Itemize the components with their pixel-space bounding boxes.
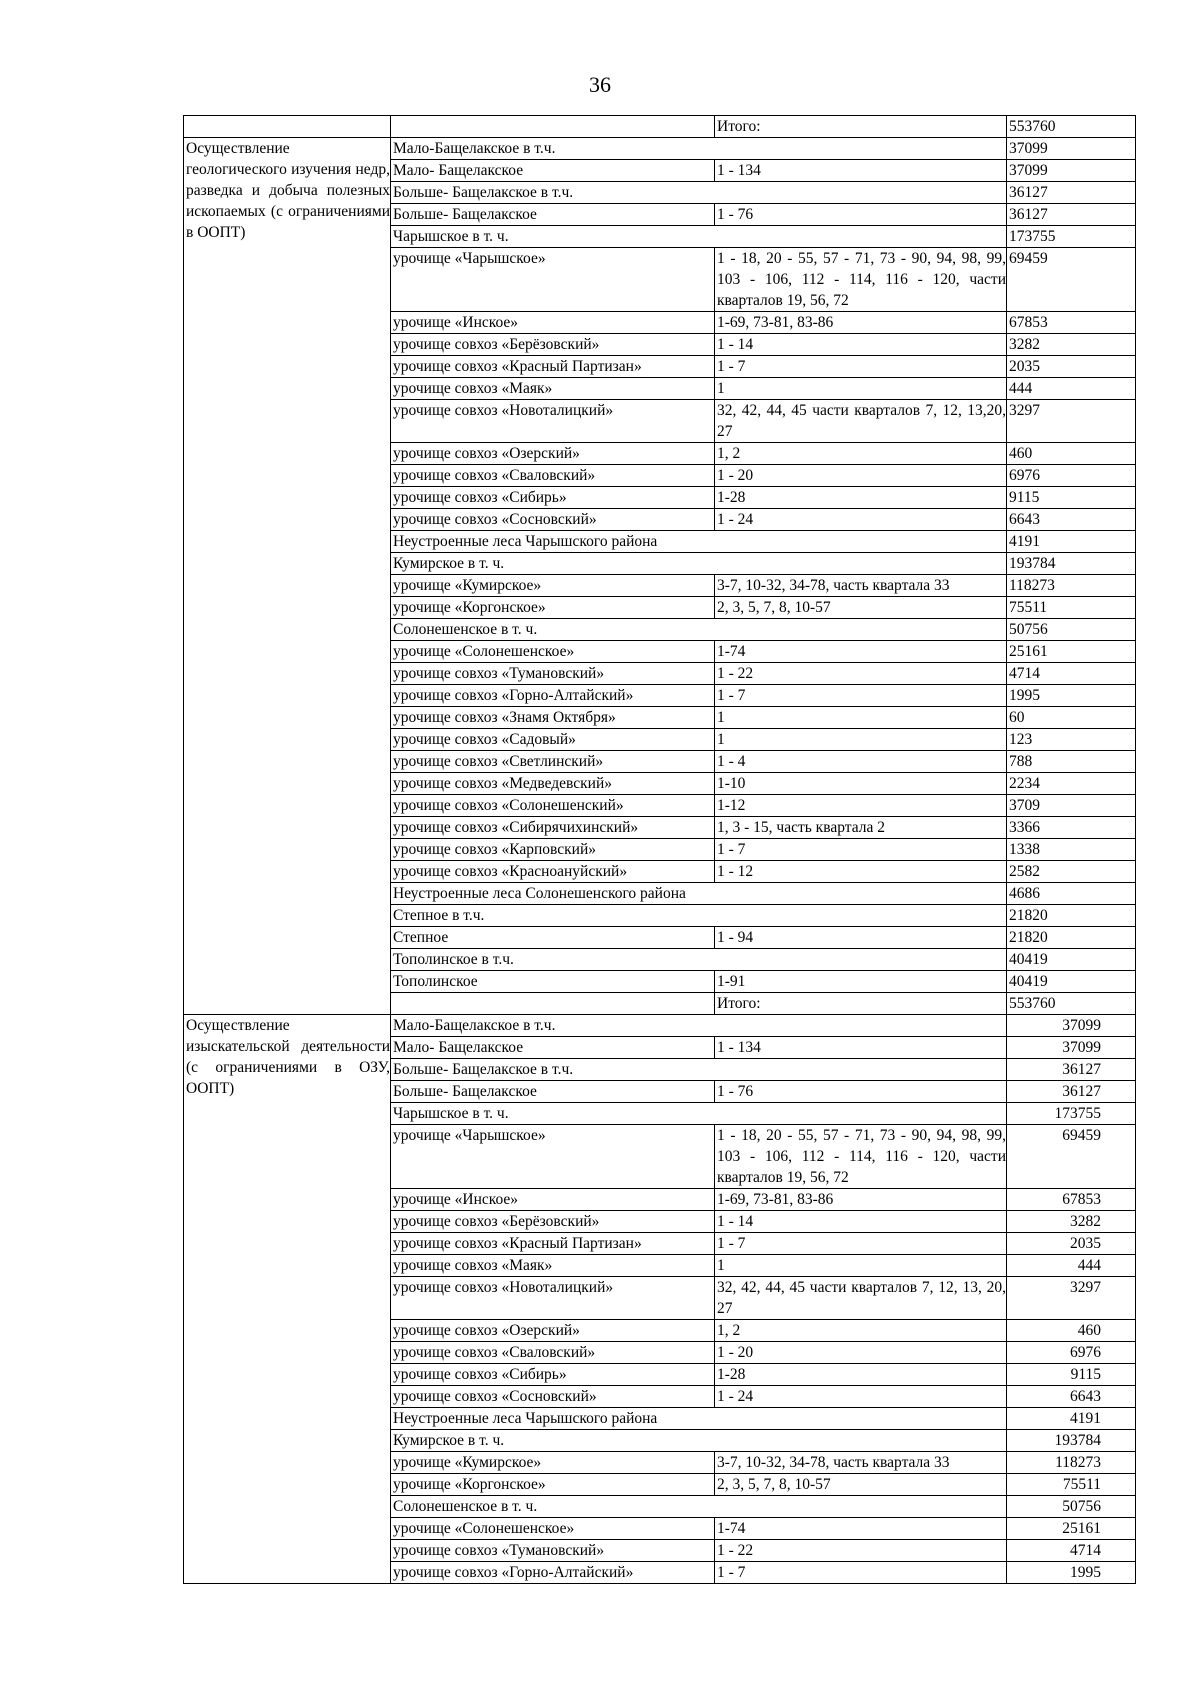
object-name-cell: урочище совхоз «Красный Партизан» <box>391 1233 715 1255</box>
area-cell: 1995 <box>1007 1562 1136 1584</box>
area-cell: 9115 <box>1007 487 1136 509</box>
quarters-cell: 1 <box>715 707 1007 729</box>
activity-cell: Осуществление геологического изучения недр, разведка и добыча полезных ископаемых (с ограничениями в ООПТ) <box>184 138 391 1015</box>
area-cell: 40419 <box>1007 949 1136 971</box>
quarters-cell: 1-74 <box>715 1518 1007 1540</box>
area-cell: 37099 <box>1007 160 1136 182</box>
area-cell: 2035 <box>1007 356 1136 378</box>
quarters-cell: 3-7, 10-32, 34-78, часть квартала 33 <box>715 1452 1007 1474</box>
object-name-cell: Чарышское в т. ч. <box>391 226 1007 248</box>
quarters-cell: 1 - 20 <box>715 1342 1007 1364</box>
quarters-cell: 1-69, 73-81, 83-86 <box>715 1189 1007 1211</box>
area-cell: 75511 <box>1007 597 1136 619</box>
object-name-cell: Неустроенные леса Солонешенского района <box>391 883 1007 905</box>
object-name-cell: урочище совхоз «Горно-Алтайский» <box>391 685 715 707</box>
quarters-cell: 1-74 <box>715 641 1007 663</box>
quarters-cell: 1 - 76 <box>715 1081 1007 1103</box>
object-name-cell: урочище «Инское» <box>391 1189 715 1211</box>
area-cell: 788 <box>1007 751 1136 773</box>
area-cell: 460 <box>1007 443 1136 465</box>
area-cell: 193784 <box>1007 553 1136 575</box>
quarters-cell: 32, 42, 44, 45 части кварталов 7, 12, 13, 20, 27 <box>715 1277 1007 1320</box>
quarters-cell: 1-28 <box>715 1364 1007 1386</box>
object-name-cell: урочище совхоз «Сосновский» <box>391 1386 715 1408</box>
quarters-cell: 1 <box>715 378 1007 400</box>
object-name-cell: урочище совхоз «Новоталицкий» <box>391 400 715 443</box>
area-cell: 50756 <box>1007 1496 1136 1518</box>
area-cell: 193784 <box>1007 1430 1136 1452</box>
area-cell: 36127 <box>1007 1059 1136 1081</box>
area-cell: 60 <box>1007 707 1136 729</box>
page-number: 36 <box>589 72 611 97</box>
object-name-cell: урочище совхоз «Сваловский» <box>391 465 715 487</box>
area-cell: 6976 <box>1007 465 1136 487</box>
quarters-cell: 1 - 24 <box>715 509 1007 531</box>
area-cell: 118273 <box>1007 1452 1136 1474</box>
object-name-cell: урочище совхоз «Знамя Октября» <box>391 707 715 729</box>
area-cell: 37099 <box>1007 1015 1136 1037</box>
quarters-cell: 1 - 134 <box>715 1037 1007 1059</box>
area-cell: 3297 <box>1007 1277 1136 1320</box>
quarters-cell: 1 - 7 <box>715 839 1007 861</box>
object-name-cell: Кумирское в т. ч. <box>391 553 1007 575</box>
quarters-cell: 1 - 76 <box>715 204 1007 226</box>
quarters-cell: 1 - 14 <box>715 1211 1007 1233</box>
area-cell: 36127 <box>1007 204 1136 226</box>
area-cell: 50756 <box>1007 619 1136 641</box>
quarters-cell: 1 - 134 <box>715 160 1007 182</box>
quarters-cell: 1-28 <box>715 487 1007 509</box>
area-cell: 2582 <box>1007 861 1136 883</box>
object-name-cell: урочище совхоз «Красный Партизан» <box>391 356 715 378</box>
object-name-cell: урочище совхоз «Новоталицкий» <box>391 1277 715 1320</box>
area-cell: 6643 <box>1007 1386 1136 1408</box>
object-name-cell: урочище «Кумирское» <box>391 575 715 597</box>
object-name-cell: урочище «Чарышское» <box>391 1125 715 1189</box>
object-name-cell: урочище «Коргонское» <box>391 1474 715 1496</box>
quarters-cell: 1 - 22 <box>715 1540 1007 1562</box>
area-cell: 75511 <box>1007 1474 1136 1496</box>
quarters-cell: 1 - 20 <box>715 465 1007 487</box>
area-cell: 4191 <box>1007 1408 1136 1430</box>
object-name-cell: урочище совхоз «Карповский» <box>391 839 715 861</box>
object-name-cell: Солонешенское в т. ч. <box>391 1496 1007 1518</box>
object-name-cell: Чарышское в т. ч. <box>391 1103 1007 1125</box>
object-name-cell: урочище «Солонешенское» <box>391 641 715 663</box>
object-name-cell: урочище совхоз «Садовый» <box>391 729 715 751</box>
object-name-cell: урочище совхоз «Берёзовский» <box>391 334 715 356</box>
area-cell: 67853 <box>1007 1189 1136 1211</box>
table-row <box>184 1015 1136 1037</box>
quarters-cell: 1, 2 <box>715 443 1007 465</box>
total-label: Итого: <box>715 993 1007 1015</box>
object-name-cell: урочище «Чарышское» <box>391 248 715 312</box>
object-name-cell: Кумирское в т. ч. <box>391 1430 1007 1452</box>
area-cell: 2035 <box>1007 1233 1136 1255</box>
area-cell: 21820 <box>1007 927 1136 949</box>
object-name-cell: Тополинское в т.ч. <box>391 949 1007 971</box>
object-name-cell: Солонешенское в т. ч. <box>391 619 1007 641</box>
area-cell: 3366 <box>1007 817 1136 839</box>
quarters-cell: 1 - 94 <box>715 927 1007 949</box>
object-name-cell: урочище совхоз «Маяк» <box>391 378 715 400</box>
object-name-cell: Больше- Бащелакское в т.ч. <box>391 182 1007 204</box>
empty-cell <box>184 116 391 138</box>
area-cell: 173755 <box>1007 226 1136 248</box>
object-name-cell: Больше- Бащелакское <box>391 1081 715 1103</box>
object-name-cell: урочище совхоз «Сибирячихинский» <box>391 817 715 839</box>
quarters-cell: 2, 3, 5, 7, 8, 10-57 <box>715 1474 1007 1496</box>
area-cell: 69459 <box>1007 1125 1136 1189</box>
total-label: Итого: <box>715 116 1007 138</box>
quarters-cell: 1, 2 <box>715 1320 1007 1342</box>
object-name-cell: Неустроенные леса Чарышского района <box>391 1408 1007 1430</box>
object-name-cell: урочище совхоз «Медведевский» <box>391 773 715 795</box>
quarters-cell: 1 - 22 <box>715 663 1007 685</box>
area-cell: 460 <box>1007 1320 1136 1342</box>
empty-cell <box>391 116 715 138</box>
area-cell: 37099 <box>1007 1037 1136 1059</box>
object-name-cell: урочище совхоз «Красноануйский» <box>391 861 715 883</box>
area-cell: 9115 <box>1007 1364 1136 1386</box>
area-cell: 123 <box>1007 729 1136 751</box>
quarters-cell: 32, 42, 44, 45 части кварталов 7, 12, 13,20, 27 <box>715 400 1007 443</box>
object-name-cell: урочище совхоз «Сосновский» <box>391 509 715 531</box>
object-name-cell: урочище совхоз «Берёзовский» <box>391 1211 715 1233</box>
table-body <box>184 116 1136 1584</box>
total-area: 553760 <box>1007 116 1136 138</box>
quarters-cell: 1 - 14 <box>715 334 1007 356</box>
object-name-cell: урочище совхоз «Тумановский» <box>391 663 715 685</box>
object-name-cell: урочище «Коргонское» <box>391 597 715 619</box>
area-cell: 69459 <box>1007 248 1136 312</box>
quarters-cell: 1 - 7 <box>715 356 1007 378</box>
area-cell: 1338 <box>1007 839 1136 861</box>
quarters-cell: 1 - 12 <box>715 861 1007 883</box>
area-cell: 3282 <box>1007 334 1136 356</box>
quarters-cell: 1 - 7 <box>715 1562 1007 1584</box>
object-name-cell: урочище совхоз «Маяк» <box>391 1255 715 1277</box>
area-cell: 25161 <box>1007 641 1136 663</box>
quarters-cell: 3-7, 10-32, 34-78, часть квартала 33 <box>715 575 1007 597</box>
quarters-cell: 1-10 <box>715 773 1007 795</box>
area-cell: 4686 <box>1007 883 1136 905</box>
quarters-cell: 1-12 <box>715 795 1007 817</box>
quarters-cell: 1 <box>715 1255 1007 1277</box>
area-cell: 3282 <box>1007 1211 1136 1233</box>
area-cell: 40419 <box>1007 971 1136 993</box>
area-cell: 2234 <box>1007 773 1136 795</box>
area-cell: 3709 <box>1007 795 1136 817</box>
quarters-cell: 2, 3, 5, 7, 8, 10-57 <box>715 597 1007 619</box>
quarters-cell: 1 <box>715 729 1007 751</box>
area-cell: 36127 <box>1007 182 1136 204</box>
object-name-cell: Степное <box>391 927 715 949</box>
area-cell: 1995 <box>1007 685 1136 707</box>
quarters-cell: 1 - 18, 20 - 55, 57 - 71, 73 - 90, 94, 98, 99, 103 - 106, 112 - 114, 116 - 120, части кварталов 19, 56, 72 <box>715 1125 1007 1189</box>
area-cell: 4714 <box>1007 663 1136 685</box>
object-name-cell: урочище совхоз «Светлинский» <box>391 751 715 773</box>
quarters-cell: 1 - 7 <box>715 1233 1007 1255</box>
area-cell: 6976 <box>1007 1342 1136 1364</box>
object-name-cell: урочище совхоз «Сибирь» <box>391 487 715 509</box>
object-name-cell: урочище совхоз «Солонешенский» <box>391 795 715 817</box>
object-name-cell: урочище совхоз «Сваловский» <box>391 1342 715 1364</box>
object-name-cell: урочище совхоз «Озерский» <box>391 443 715 465</box>
area-cell: 25161 <box>1007 1518 1136 1540</box>
area-cell: 444 <box>1007 1255 1136 1277</box>
quarters-cell: 1 - 4 <box>715 751 1007 773</box>
object-name-cell: Мало- Бащелакское <box>391 1037 715 1059</box>
area-cell: 118273 <box>1007 575 1136 597</box>
object-name-cell: Неустроенные леса Чарышского района <box>391 531 1007 553</box>
quarters-cell: 1, 3 - 15, часть квартала 2 <box>715 817 1007 839</box>
forest-areas-table <box>183 115 1136 1584</box>
object-name-cell: Степное в т.ч. <box>391 905 1007 927</box>
area-cell: 21820 <box>1007 905 1136 927</box>
area-cell: 4714 <box>1007 1540 1136 1562</box>
object-name-cell: урочище «Инское» <box>391 312 715 334</box>
quarters-cell: 1-91 <box>715 971 1007 993</box>
area-cell: 67853 <box>1007 312 1136 334</box>
object-name-cell: урочище «Солонешенское» <box>391 1518 715 1540</box>
object-name-cell: Мало- Бащелакское <box>391 160 715 182</box>
total-area: 553760 <box>1007 993 1136 1015</box>
area-cell: 36127 <box>1007 1081 1136 1103</box>
quarters-cell: 1 - 18, 20 - 55, 57 - 71, 73 - 90, 94, 98, 99, 103 - 106, 112 - 114, 116 - 120, части кварталов 19, 56, 72 <box>715 248 1007 312</box>
object-name-cell: урочище совхоз «Горно-Алтайский» <box>391 1562 715 1584</box>
area-cell: 37099 <box>1007 138 1136 160</box>
quarters-cell: 1 - 24 <box>715 1386 1007 1408</box>
object-name-cell: Тополинское <box>391 971 715 993</box>
object-name-cell: урочище «Кумирское» <box>391 1452 715 1474</box>
object-name-cell: урочище совхоз «Сибирь» <box>391 1364 715 1386</box>
table-row <box>184 138 1136 160</box>
object-name-cell: урочище совхоз «Тумановский» <box>391 1540 715 1562</box>
object-name-cell: Мало-Бащелакское в т.ч. <box>391 138 1007 160</box>
object-name-cell: Больше- Бащелакское в т.ч. <box>391 1059 1007 1081</box>
object-name-cell: Мало-Бащелакское в т.ч. <box>391 1015 1007 1037</box>
quarters-cell: 1-69, 73-81, 83-86 <box>715 312 1007 334</box>
empty-cell <box>391 993 715 1015</box>
area-cell: 3297 <box>1007 400 1136 443</box>
area-cell: 444 <box>1007 378 1136 400</box>
area-cell: 4191 <box>1007 531 1136 553</box>
activity-cell: Осуществление изыскательской деятельности (с ограничениями в ОЗУ, ООПТ) <box>184 1015 391 1584</box>
object-name-cell: урочище совхоз «Озерский» <box>391 1320 715 1342</box>
object-name-cell: Больше- Бащелакское <box>391 204 715 226</box>
total-row <box>184 116 1136 138</box>
quarters-cell: 1 - 7 <box>715 685 1007 707</box>
area-cell: 6643 <box>1007 509 1136 531</box>
area-cell: 173755 <box>1007 1103 1136 1125</box>
